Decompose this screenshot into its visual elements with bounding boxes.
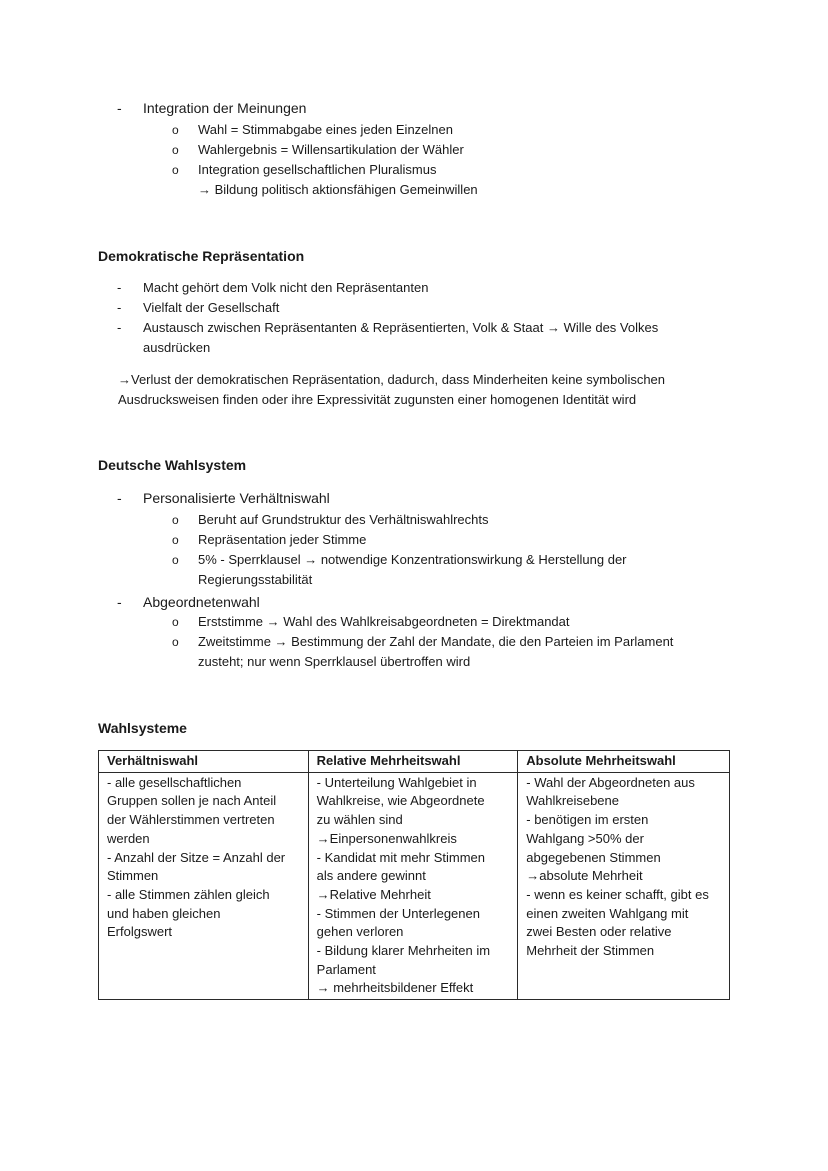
table-row [99, 772, 730, 999]
circle-bullet: o [172, 533, 179, 547]
list-item-text: Integration der Meinungen [143, 100, 307, 116]
dash-bullet: - [117, 100, 122, 116]
paragraph-line: Ausdrucksweisen finden oder ihre Expressivität zugunsten einer homogenen Identität wird [118, 392, 637, 407]
circle-bullet: o [172, 143, 179, 157]
circle-bullet: o [172, 635, 179, 649]
circle-bullet: o [172, 163, 179, 177]
column-header: Absolute Mehrheitswahl [518, 751, 730, 773]
wahlsysteme-table [98, 750, 730, 1000]
table-cell-relative-mehrheitswahl: - Unterteilung Wahlgebiet in Wahlkreise, wie Abgeordnete zu wählen sind →Einpersonenwahlkreis - Kandidat mit mehr Stimmen als andere gewinnt →Relative Mehrheit - Stimmen der Unterlegenen gehen verloren - Bildung klarer Mehrheiten im Parlament → mehrheitsbildener Effekt [308, 772, 518, 999]
circle-bullet: o [172, 123, 179, 137]
column-header: Verhältniswahl [99, 751, 309, 773]
table-header-row [99, 751, 730, 773]
continuation-line: zusteht; nur wenn Sperrklausel übertroffen wird [198, 654, 471, 669]
dash-bullet: - [117, 490, 122, 506]
continuation-line: Regierungsstabilität [198, 572, 313, 587]
column-header: Relative Mehrheitswahl [308, 751, 518, 773]
section-heading: Deutsche Wahlsystem [98, 457, 247, 473]
circle-bullet: o [172, 513, 179, 527]
paragraph-line: →Verlust der demokratischen Repräsentation, dadurch, dass Minderheiten keine symbolischen [118, 372, 666, 387]
continuation-line: ausdrücken [143, 340, 211, 355]
table-cell-absolute-mehrheitswahl: - Wahl der Abgeordneten aus Wahlkreisebene - benötigen im ersten Wahlgang >50% der abgegebenen Stimmen →absolute Mehrheit - wenn es keiner schafft, gibt es einen zweiten Wahlgang mit zwei Besten oder relative Mehrheit der Stimmen [518, 772, 730, 999]
section-heading: Wahlsysteme [98, 720, 187, 736]
document-page: - Integration der Meinungen o Wahl = Stimmabgabe eines jeden Einzelnen o Wahlergebnis = Willensartikulation der Wähler o Integration gesellschaftlichen Pluralismus → Bildung politisch aktionsfähigen Gemeinwillen Demokratische Repräsentation - Macht gehört dem Volk nicht den Repräsentanten - Vielfalt der Gesellschaft - Austausch zwischen Repräsentanten & Repräsentierten, Volk & Staat → Wille des Volkes ausdrücken →Verlust der demokratischen Repräsentation, dadurch, dass Minderheiten keine symbolischen Ausdrucksweisen finden oder ihre Expressivität zugunsten einer homogenen Identität wird Deutsche Wahlsystem - Personalisierte Verhältniswahl o Beruht auf Grundstruktur des Verhältniswahlrechts o Repräsentation jeder Stimme o 5% - Sperrklausel → notwendige Konzentrationswirkung & Herstellung der Regierungsstabilität - Abgeordnetenwahl o Erststimme → Wahl des Wahlkreisabgeordneten = Direktmandat o Zweitstimme → Bestimmung der Zahl der Mandate, die den Parteien im Parlament zusteht; nur wenn Sperrklausel übertroffen wird Wahlsysteme Verhältniswahl Relative Mehrheitswahl Absolute Mehrheitswahl - alle gesellschaftlichen Gruppen sollen je nach Anteil der Wählerstimmen vertreten werden - Anzahl der Sitze = Anzahl der Stimmen - alle Stimmen zählen gleich und haben gleichen Erfolgswert - Unterteilung Wahlgebiet in Wahlkreise, wie Abgeordnete zu wählen sind →Einpersonenwahlkreis - Kandidat mit mehr Stimmen als andere gewinnt →Relative Mehrheit - Stimmen der Unterlegenen gehen verloren - Bildung klarer Mehrheiten im Parlament → mehrheitsbildener Effekt - Wahl der Abgeordneten aus Wahlkreisebene - benötigen im ersten Wahlgang >50% der abgegebenen Stimmen →absolute Mehrheit - wenn es keiner schafft, gibt es einen zweiten Wahlgang mit zwei Besten oder relative Mehrheit der Stimmen [0, 0, 828, 1171]
table-cell-verhaeltniswahl: - alle gesellschaftlichen Gruppen sollen je nach Anteil der Wählerstimmen vertreten werden - Anzahl der Sitze = Anzahl der Stimmen - alle Stimmen zählen gleich und haben gleichen Erfolgswert [99, 772, 309, 999]
circle-bullet: o [172, 615, 179, 629]
section-heading: Demokratische Repräsentation [98, 248, 305, 264]
dash-bullet: - [117, 300, 122, 315]
circle-bullet: o [172, 553, 179, 567]
dash-bullet: - [117, 320, 122, 335]
dash-bullet: - [117, 280, 122, 295]
dash-bullet: - [117, 594, 122, 610]
continuation-line: → Bildung politisch aktionsfähigen Gemeinwillen [198, 182, 478, 197]
